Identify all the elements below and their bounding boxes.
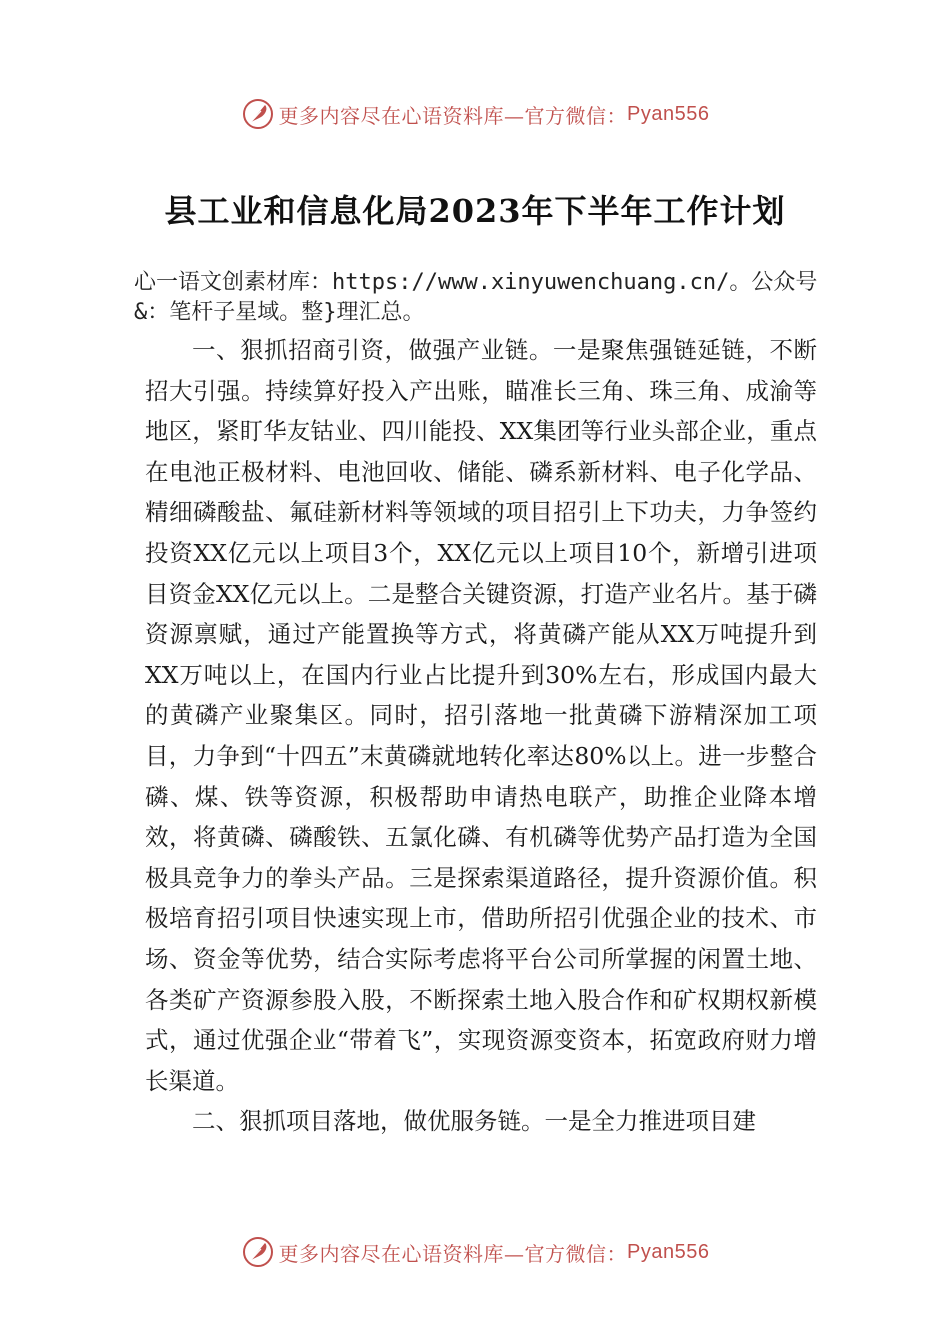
feather-pen-logo-icon [241, 97, 275, 131]
banner-wechat-id: Pyan556 [627, 102, 710, 125]
header-banner [0, 94, 950, 134]
document-title: 县工业和信息化局2023年下半年工作计划 [164, 192, 786, 230]
document-body [145, 330, 817, 1142]
banner-text: 更多内容尽在心语资料库—官方微信： [278, 1241, 628, 1266]
footer-banner [0, 1232, 950, 1272]
banner-text: 更多内容尽在心语资料库—官方微信： [278, 103, 628, 128]
paragraph-1: 一、狠抓招商引资，做强产业链。一是聚焦强链延链，不断招大引强。持续算好投入产出账，瞄准长三角、珠三角、成渝等地区，紧盯华友钴业、四川能投、XX集团等行业头部企业，重点在电池正极材料、电池回收、储能、磷系新材料、电子化学品、精细磷酸盐、氟硅新材料等领域的项目招引上下功夫，力争签约投资XX亿元以上项目3个，XX亿元以上项目10个，新增引进项目资金XX亿元以上。二是整合关键资源，打造产业名片。基于磷资源禀赋，通过产能置换等方式，将黄磷产能从XX万吨提升到XX万吨以上，在国内行业占比提升到30%左右，形成国内最大的黄磷产业聚集区。同时，招引落地一批黄磷下游精深加工项目，力争到“十四五”末黄磷就地转化率达80%以上。进一步整合磷、煤、铁等资源，积极帮助申请热电联产，助推企业降本增效，将黄磷、磷酸铁、五氯化磷、有机磷等优势产品打造为全国极具竞争力的拳头产品。三是探索渠道路径，提升资源价值。积极培育招引项目快速实现上市，借助所招引优强企业的技术、市场、资金等优势，结合实际考虑将平台公司所掌握的闲置土地、各类矿产资源参股入股，不断探索土地入股合作和矿权期权新模式，通过优强企业“带着飞”，实现资源变资本，拓宽政府财力增长渠道。 [145, 336, 817, 1095]
feather-pen-logo-icon [241, 1235, 275, 1269]
source-note: 心一语文创素材库：https://www.xinyuwenchuang.cn/。公众号&：笔杆子星域。整}理汇总。 [134, 270, 818, 325]
banner-wechat-id: Pyan556 [627, 1240, 710, 1263]
paragraph-2: 二、狠抓项目落地，做优服务链。一是全力推进项目建 [192, 1107, 756, 1136]
